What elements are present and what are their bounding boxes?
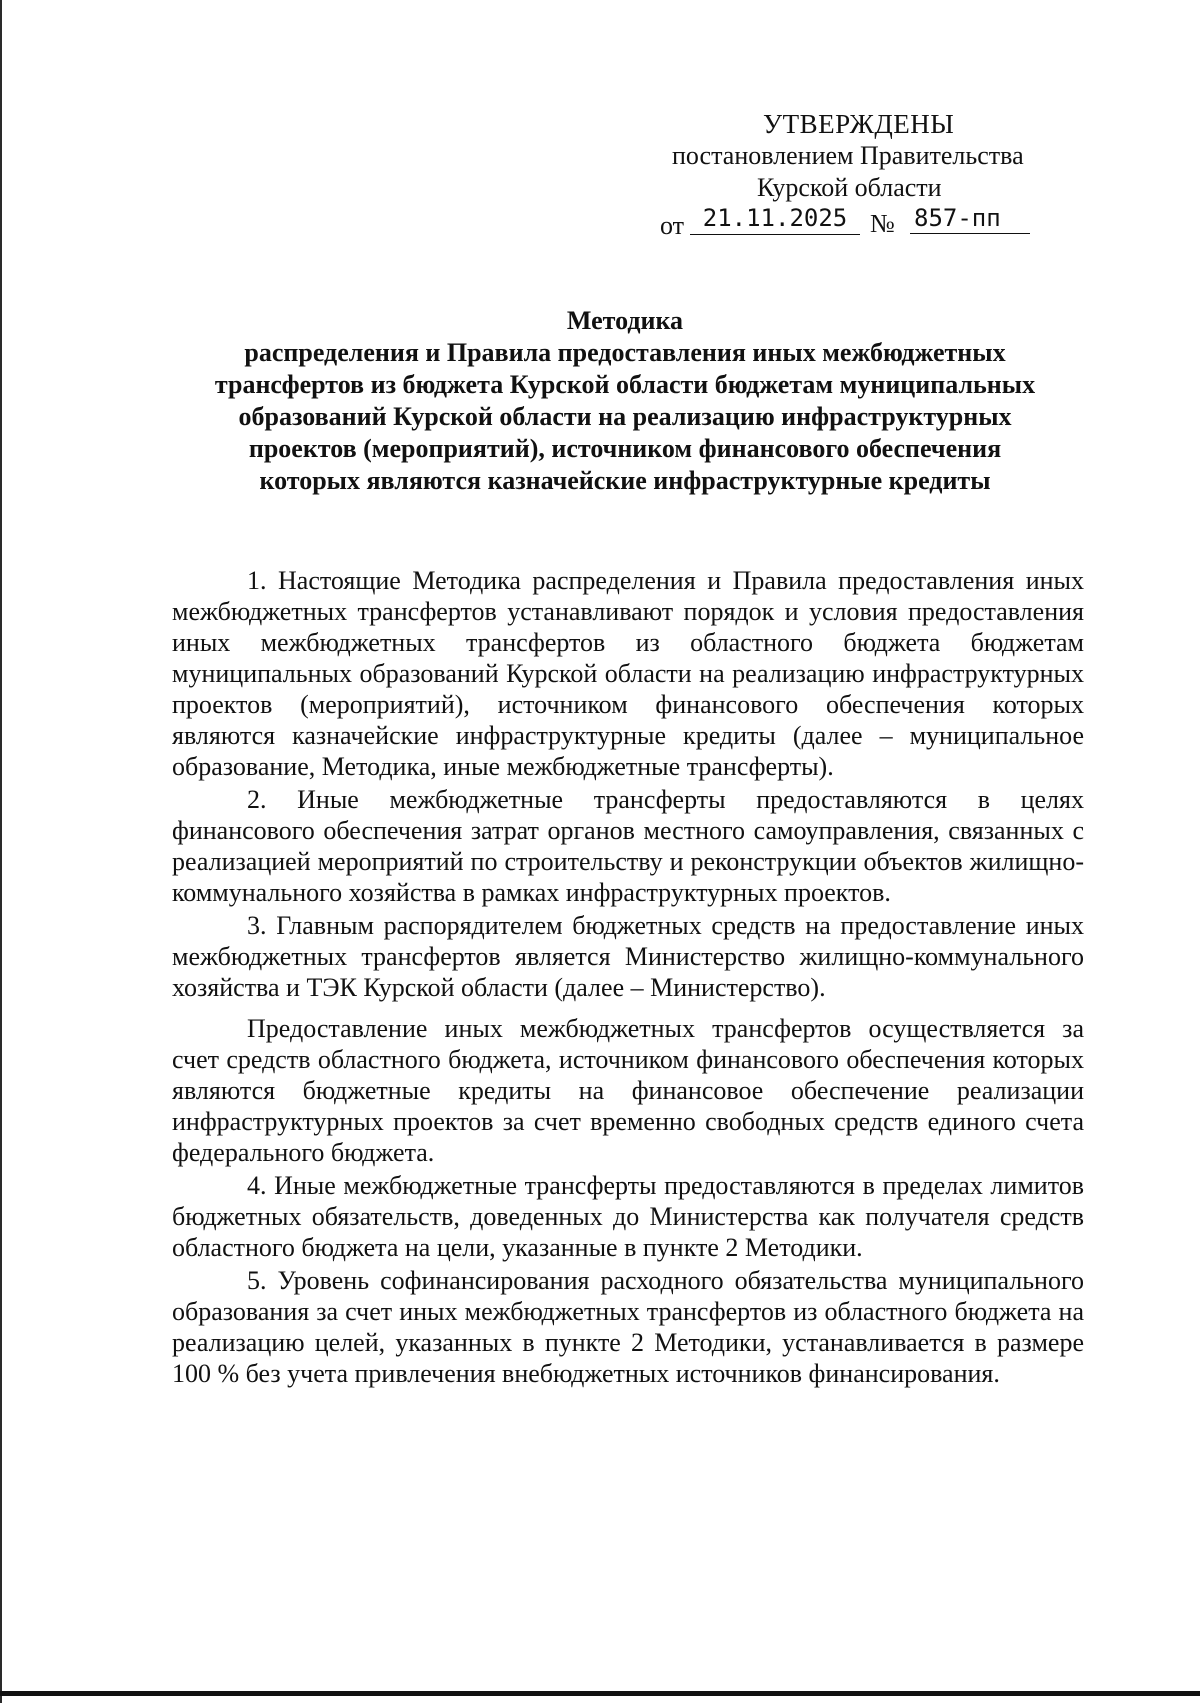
scan-border-bottom: [0, 1691, 1200, 1696]
title-line: трансфертов из бюджета Курской области бюджетам муниципальных: [214, 370, 1036, 399]
document-heading: Методика: [566, 306, 684, 335]
approval-date: 21.11.2025: [690, 204, 860, 235]
paragraph-5: 5. Уровень софинансирования расходного обязательства муниципального образования за счет иных межбюджетных трансфертов из областного бюджета на реализацию целей, указанных в пункте 2 Методики, устанавливается в размере 100 % без учета привлечения внебюджетных источников финансирования.: [172, 1266, 1084, 1388]
document-body: [172, 565, 1084, 1389]
approval-title: УТВЕРЖДЕНЫ: [763, 109, 955, 139]
paragraph-1: 1. Настоящие Методика распределения и Правила предоставления иных межбюджетных трансфертов устанавливают порядок и условия предоставления иных межбюджетных трансфертов из областного бюджета бюджетам муниципальных образований Курской области на реализацию инфраструктурных проектов (мероприятий), источником финансового обеспечения которых являются казначейские инфраструктурные кредиты (далее – муниципальное образование, Методика, иные межбюджетные трансферты).: [172, 566, 1084, 781]
paragraph-3-continued: Предоставление иных межбюджетных трансфертов осуществляется за счет средств областного бюджета, источником финансового обеспечения которых являются бюджетные кредиты на финансовое обеспечение реализации инфраструктурных проектов за счет временно свободных средств единого счета федерального бюджета.: [172, 1014, 1084, 1167]
approval-number: 857-пп: [910, 204, 1030, 234]
paragraph-4: 4. Иные межбюджетные трансферты предоставляются в пределах лимитов бюджетных обязательств, доведенных до Министерства как получателя средств областного бюджета на цели, указанные в пункте 2 Методики.: [172, 1171, 1084, 1262]
approval-date-line: [620, 204, 1090, 238]
number-label: №: [870, 209, 895, 238]
approval-stamp: [620, 108, 1090, 238]
paragraph-3: 3. Главным распорядителем бюджетных средств на предоставление иных межбюджетных трансфертов является Министерство жилищно-коммунального хозяйства и ТЭК Курской области (далее – Министерство).: [172, 911, 1084, 1002]
scan-border-left: [0, 0, 2, 1703]
title-line: распределения и Правила предоставления иных межбюджетных: [244, 338, 1006, 367]
title-line: проектов (мероприятий), источником финансового обеспечения: [248, 434, 1002, 463]
title-line: которых являются казначейские инфраструктурные кредиты: [259, 466, 991, 495]
title-line: образований Курской области на реализацию инфраструктурных: [238, 402, 1012, 431]
paragraph-2: 2. Иные межбюджетные трансферты предоставляются в целях финансового обеспечения затрат органов местного самоуправления, связанных с реализацией мероприятий по строительству и реконструкции объектов жилищно-коммунального хозяйства в рамках инфраструктурных проектов.: [172, 785, 1084, 907]
document-title: [150, 305, 1100, 497]
date-from-label: от: [660, 211, 685, 240]
approval-decree: постановлением Правительства: [672, 141, 1024, 170]
approval-region: Курской области: [757, 173, 942, 202]
